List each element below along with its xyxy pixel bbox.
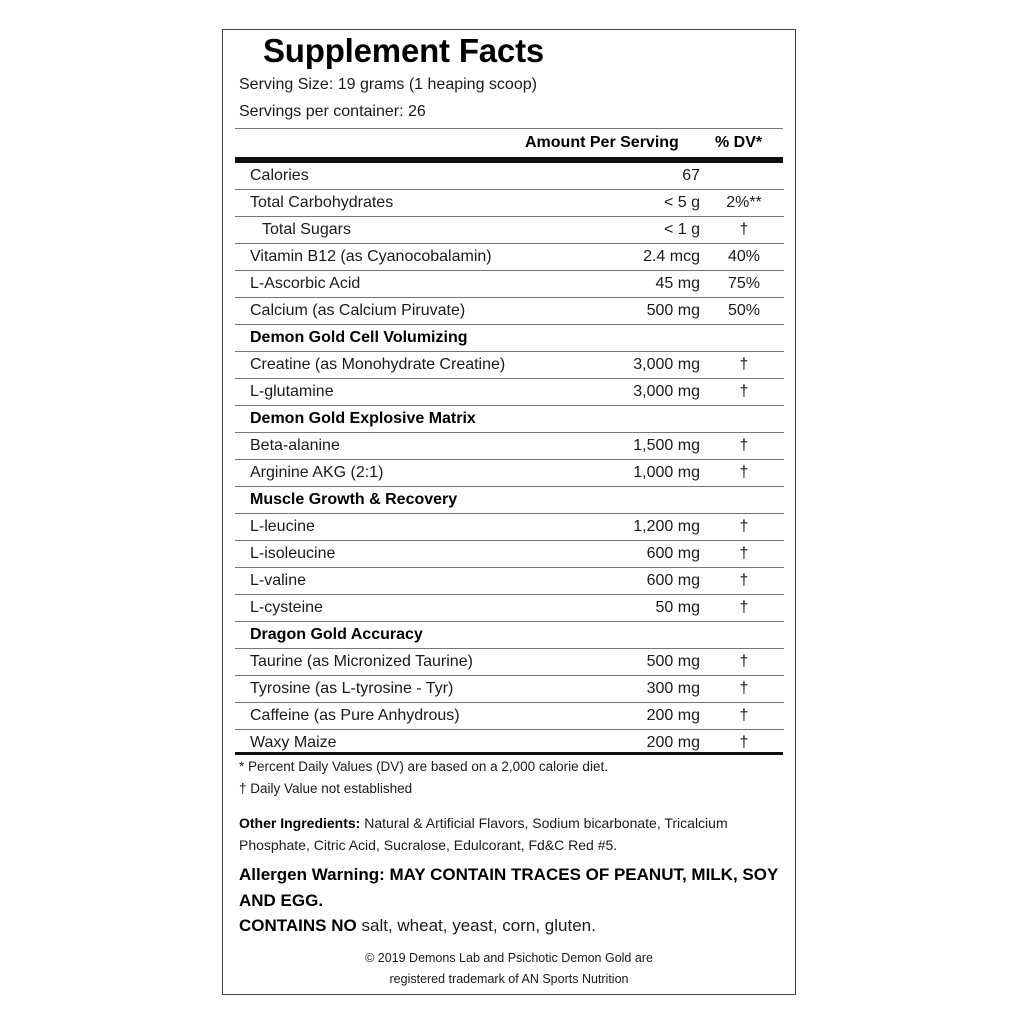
- nutrient-amount: 3,000 mg: [633, 383, 700, 400]
- section-header-row: [235, 325, 784, 352]
- nutrient-amount: 50 mg: [655, 599, 700, 616]
- nutrient-amount: 200 mg: [646, 707, 700, 724]
- table-row: [235, 433, 784, 460]
- other-ingredients-label: Other Ingredients:: [239, 815, 361, 831]
- table-row: [235, 460, 784, 487]
- footnote-not-established: † Daily Value not established: [239, 781, 413, 796]
- servings-per-container: Servings per container: 26: [239, 103, 426, 120]
- nutrient-amount: 2.4 mcg: [643, 248, 700, 265]
- section-header-row: [235, 487, 784, 514]
- nutrient-name: Total Carbohydrates: [250, 194, 394, 211]
- nutrient-name: Calories: [250, 167, 309, 184]
- table-row: [235, 595, 784, 622]
- section-header-row: [235, 406, 784, 433]
- table-row: [235, 379, 784, 406]
- label-title: Supplement Facts: [263, 32, 545, 69]
- nutrient-name: L-cysteine: [250, 599, 323, 616]
- nutrient-dv: †: [739, 356, 749, 373]
- amount-per-serving-header: Amount Per Serving: [525, 134, 679, 151]
- nutrient-name: Vitamin B12 (as Cyanocobalamin): [250, 248, 492, 265]
- nutrient-name: L-glutamine: [250, 383, 334, 400]
- contains-no-label: CONTAINS NO: [239, 916, 357, 935]
- contains-no: [239, 916, 596, 936]
- nutrient-amount: 67: [682, 167, 700, 184]
- nutrient-amount: < 5 g: [663, 194, 700, 211]
- nutrient-dv: †: [739, 464, 749, 481]
- nutrient-amount: 500 mg: [646, 653, 700, 670]
- copyright-line-1: © 2019 Demons Lab and Psichotic Demon Gold are: [365, 951, 653, 965]
- nutrient-name: Waxy Maize: [250, 734, 337, 751]
- nutrient-dv: †: [739, 653, 749, 670]
- nutrient-amount: 3,000 mg: [633, 356, 700, 373]
- table-row: [235, 271, 784, 298]
- nutrient-amount: 600 mg: [646, 572, 700, 589]
- nutrient-name: L-valine: [250, 572, 307, 589]
- table-row: [235, 244, 784, 271]
- table-row: [235, 541, 784, 568]
- table-row: [235, 514, 784, 541]
- nutrient-dv: 75%: [727, 275, 761, 292]
- nutrient-name: Caffeine (as Pure Anhydrous): [250, 707, 460, 724]
- nutrient-name: L-Ascorbic Acid: [250, 275, 361, 292]
- nutrient-dv: 2%**: [726, 194, 762, 211]
- nutrient-name: Calcium (as Calcium Piruvate): [250, 302, 466, 319]
- nutrient-amount: 500 mg: [646, 302, 700, 319]
- copyright-line-2: registered trademark of AN Sports Nutrition: [389, 972, 629, 986]
- nutrient-name: Arginine AKG (2:1): [250, 464, 384, 481]
- nutrient-name: Tyrosine (as L-tyrosine - Tyr): [250, 680, 454, 697]
- table-row: [235, 352, 784, 379]
- divider: [235, 128, 783, 129]
- nutrient-dv: †: [739, 707, 749, 724]
- nutrient-amount: 1,200 mg: [633, 518, 700, 535]
- nutrient-amount: 600 mg: [646, 545, 700, 562]
- nutrient-dv: 50%: [727, 302, 761, 319]
- table-row: [235, 190, 784, 217]
- nutrient-table: [235, 163, 784, 757]
- nutrient-dv: †: [739, 545, 749, 562]
- allergen-warning: Allergen Warning: MAY CONTAIN TRACES OF PEANUT, MILK, SOY AND EGG.: [239, 865, 779, 910]
- nutrient-dv: †: [739, 572, 749, 589]
- nutrient-name: Total Sugars: [262, 221, 351, 238]
- nutrient-name: L-isoleucine: [250, 545, 336, 562]
- section-title: Dragon Gold Accuracy: [250, 626, 423, 643]
- nutrient-name: Taurine (as Micronized Taurine): [250, 653, 473, 670]
- nutrient-amount: 45 mg: [655, 275, 700, 292]
- table-row: [235, 649, 784, 676]
- table-row: [235, 568, 784, 595]
- other-ingredients: [239, 812, 784, 856]
- nutrient-dv: †: [739, 221, 749, 238]
- contains-no-text: salt, wheat, yeast, corn, gluten.: [361, 916, 596, 935]
- nutrient-name: Beta-alanine: [250, 437, 340, 454]
- nutrient-dv: †: [739, 437, 749, 454]
- nutrient-dv: †: [739, 518, 749, 535]
- section-header-row: [235, 622, 784, 649]
- section-title: Demon Gold Explosive Matrix: [250, 410, 476, 427]
- section-title: Demon Gold Cell Volumizing: [250, 329, 468, 346]
- section-title: Muscle Growth & Recovery: [250, 491, 458, 508]
- nutrient-amount: < 1 g: [663, 221, 700, 238]
- table-row: [235, 703, 784, 730]
- nutrient-amount: 1,500 mg: [633, 437, 700, 454]
- serving-size: Serving Size: 19 grams (1 heaping scoop): [239, 76, 537, 93]
- nutrient-dv: 40%: [727, 248, 761, 265]
- nutrient-amount: 300 mg: [646, 680, 700, 697]
- nutrient-dv: †: [739, 383, 749, 400]
- table-row: [235, 676, 784, 703]
- other-ingredients-text: Natural & Artificial Flavors, Sodium bicarbonate, Tricalcium Phosphate, Citric Acid, Sucralose, Edulcorant, Fd&C Red #5.: [239, 815, 728, 853]
- supplement-facts-panel: [222, 29, 796, 995]
- nutrient-amount: 1,000 mg: [633, 464, 700, 481]
- table-row: [235, 163, 784, 190]
- table-bottom-rule: [235, 752, 783, 755]
- nutrient-dv: †: [739, 734, 749, 751]
- nutrient-dv: †: [739, 599, 749, 616]
- nutrient-dv: †: [739, 680, 749, 697]
- table-row: [235, 298, 784, 325]
- nutrient-name: L-leucine: [250, 518, 315, 535]
- nutrient-amount: 200 mg: [646, 734, 700, 751]
- table-row: [235, 217, 784, 244]
- percent-dv-header: % DV*: [715, 134, 763, 151]
- footnote-dv-basis: * Percent Daily Values (DV) are based on a 2,000 calorie diet.: [239, 759, 608, 774]
- nutrient-name: Creatine (as Monohydrate Creatine): [250, 356, 506, 373]
